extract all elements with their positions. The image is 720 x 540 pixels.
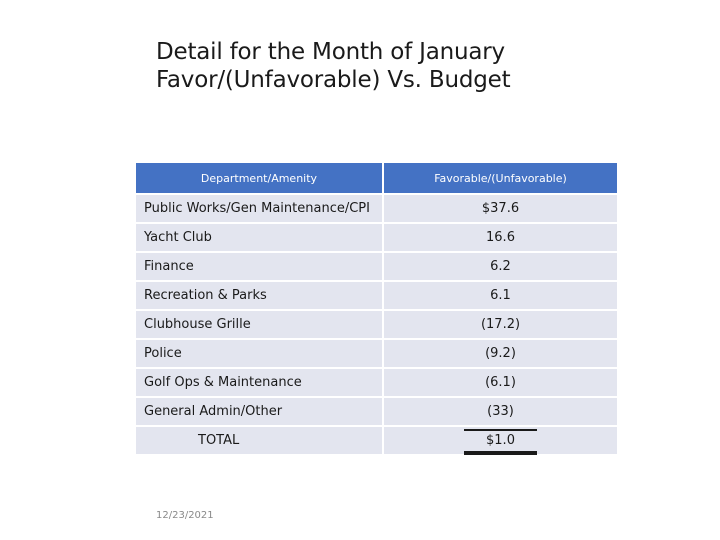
row-department: Public Works/Gen Maintenance/CPI	[136, 195, 384, 222]
total-single-rule	[464, 429, 537, 431]
page-title	[156, 38, 510, 94]
row-value: $37.6	[384, 195, 617, 222]
row-value: (6.1)	[384, 369, 617, 396]
header-variance: Favorable/(Unfavorable)	[384, 163, 617, 193]
row-value: 6.1	[384, 282, 617, 309]
total-value: $1.0	[486, 433, 515, 448]
row-department: Clubhouse Grille	[136, 311, 384, 338]
total-double-rule	[464, 451, 537, 455]
table-row	[136, 369, 617, 396]
row-value: 6.2	[384, 253, 617, 280]
table-row	[136, 282, 617, 309]
total-row	[136, 427, 617, 454]
row-department: Recreation & Parks	[136, 282, 384, 309]
header-department: Department/Amenity	[136, 163, 384, 193]
row-department: General Admin/Other	[136, 398, 384, 425]
total-label: TOTAL	[136, 427, 384, 454]
table-row	[136, 224, 617, 251]
table-row	[136, 253, 617, 280]
row-department: Police	[136, 340, 384, 367]
table-row	[136, 398, 617, 425]
budget-variance-table	[136, 161, 617, 456]
table-header-row	[136, 163, 617, 193]
footer-date: 12/23/2021	[156, 510, 214, 521]
title-line-2: Favor/(Unfavorable) Vs. Budget	[156, 67, 511, 93]
row-department: Yacht Club	[136, 224, 384, 251]
row-value: (9.2)	[384, 340, 617, 367]
table-row	[136, 195, 617, 222]
table-row	[136, 311, 617, 338]
title-line-1: Detail for the Month of January	[156, 39, 505, 65]
row-department: Finance	[136, 253, 384, 280]
row-value: (17.2)	[384, 311, 617, 338]
total-value-wrap	[464, 433, 537, 448]
row-value: (33)	[384, 398, 617, 425]
row-value: 16.6	[384, 224, 617, 251]
total-value-cell	[384, 427, 617, 454]
table-row	[136, 340, 617, 367]
row-department: Golf Ops & Maintenance	[136, 369, 384, 396]
